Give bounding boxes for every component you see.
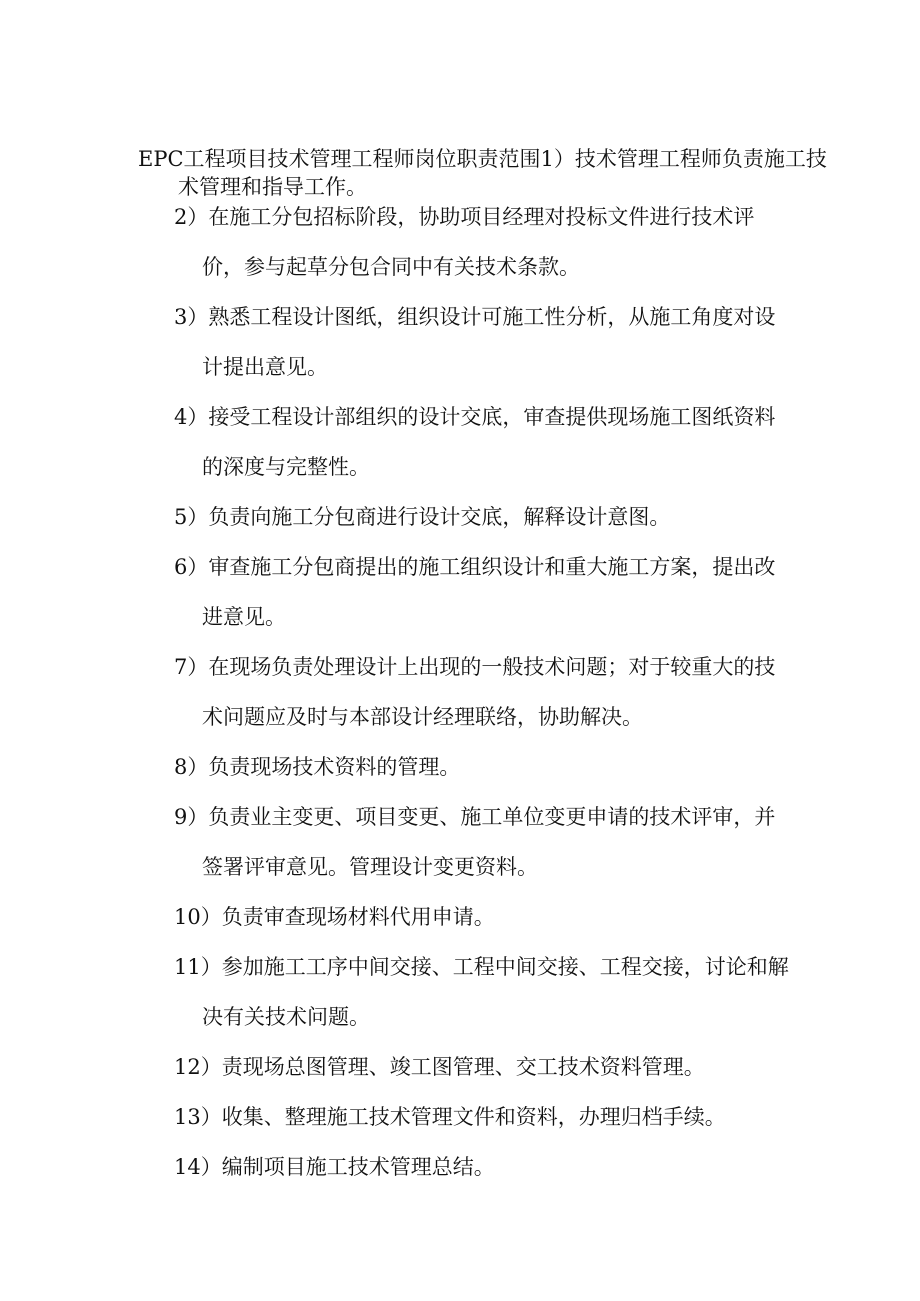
list-item: 9）负责业主变更、项目变更、施工单位变更申请的技术评审，并签署评审意见。管理设计变更资料。 (174, 805, 776, 879)
list-item: 11）参加施工工序中间交接、工程中间交接、工程交接，讨论和解决有关技术问题。 (174, 955, 789, 1029)
list-item: 10）负责审查现场材料代用申请。 (174, 905, 495, 929)
list-item: 8）负责现场技术资料的管理。 (174, 755, 461, 779)
list-item: 7）在现场负责处理设计上出现的一般技术问题；对于较重大的技术问题应及时与本部设计经理联络，协助解决。 (174, 655, 776, 729)
list-item: 13）收集、整理施工技术管理文件和资料，办理归档手续。 (174, 1105, 726, 1129)
list-item: 3）熟悉工程设计图纸，组织设计可施工性分析，从施工角度对设计提出意见。 (174, 305, 776, 379)
list-item: 4）接受工程设计部组织的设计交底，审查提供现场施工图纸资料的深度与完整性。 (174, 405, 776, 479)
list-item: 2）在施工分包招标阶段，协助项目经理对投标文件进行技术评价，参与起草分包合同中有关技术条款。 (174, 205, 755, 279)
intro-paragraph: EPC工程项目技术管理工程师岗位职责范围1）技术管理工程师负责施工技术管理和指导工作。 (138, 147, 827, 199)
duty-list (174, 192, 794, 1192)
list-item: 12）责现场总图管理、竣工图管理、交工技术资料管理。 (174, 1055, 705, 1079)
list-item: 14）编制项目施工技术管理总结。 (174, 1155, 495, 1179)
list-item: 6）审查施工分包商提出的施工组织设计和重大施工方案，提出改进意见。 (174, 555, 776, 629)
list-item: 5）负责向施工分包商进行设计交底，解释设计意图。 (174, 505, 671, 529)
